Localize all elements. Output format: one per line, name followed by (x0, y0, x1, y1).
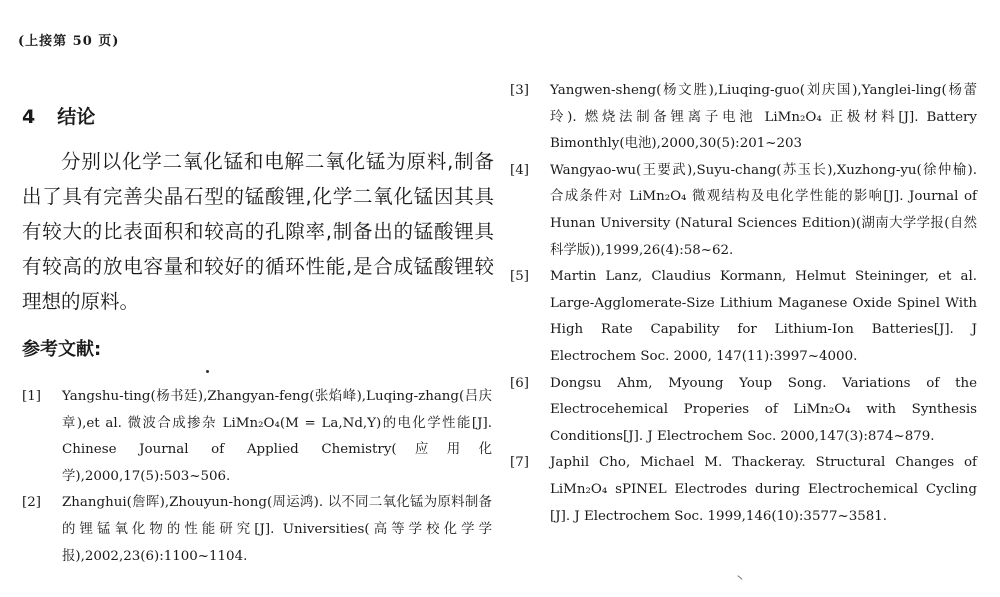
reference-label: [1] (22, 389, 41, 404)
reference-text: Zhanghui(詹晖),Zhouyun-hong(周运鸿). 以不同二氧化锰为原料制备的锂锰氧化物的性能研究[J]. Universities(高等学校化学学报),2002,23(6):1100~1104. (62, 495, 492, 564)
section-number: 4 (22, 106, 36, 128)
reference-list-left (22, 384, 492, 570)
section-title: 结论 (57, 106, 96, 128)
reference-text: Japhil Cho, Michael M. Thackeray. Structural Changes of LiMn₂O₄ sPINEL Electrodes during Electrochemical Cycling [J]. J Electrochem Soc. 1999,146(10):3577~3581. (550, 455, 977, 524)
reference-item (22, 490, 492, 570)
continued-from-note: (上接第 50 页) (18, 34, 120, 49)
reference-label: [4] (510, 162, 529, 178)
reference-text: Yangwen-sheng(杨文胜),Liuqing-guo(刘庆国),Yanglei-ling(杨蕾玲). 燃烧法制备锂离子电池 LiMn₂O₄ 正极材料[J]. Battery Bimonthly(电池),2000,30(5):201~203 (550, 83, 977, 152)
reference-text: Wangyao-wu(王要武),Suyu-chang(苏玉长),Xuzhong-yu(徐仲榆). 合成条件对 LiMn₂O₄ 微观结构及电化学性能的影响[J]. Journal of Hunan University (Natural Sciences Edition)(湖南大学学报(自然科学版)),1999,26(4):58~62. (550, 162, 977, 258)
reference-item (510, 371, 977, 451)
reference-item (510, 158, 977, 264)
references-heading: 参考文献: (22, 339, 102, 360)
reference-label: [7] (510, 455, 529, 471)
reference-text: Yangshu-ting(杨书廷),Zhangyan-feng(张焰峰),Luqing-zhang(吕庆章),et al. 微波合成掺杂 LiMn₂O₄(M = La,Nd,Y)的电化学性能[J]. Chinese Journal of Applied Chemistry(应用化学),2000,17(5):503~506. (62, 389, 492, 484)
reference-item (22, 384, 492, 490)
reference-label: [2] (22, 495, 41, 511)
reference-text: Martin Lanz, Claudius Kormann, Helmut Steininger, et al. Large-Agglomerate-Size Lithium Maganese Oxide Spinel With High Rate Capability for Lithium-Ion Batteries[J]. J Electrochem Soc. 2000, 147(11):3997~4000. (550, 269, 977, 364)
section-heading (22, 102, 95, 129)
reference-label: [6] (510, 375, 529, 391)
reference-text: Dongsu Ahm, Myoung Youp Song. Variations of the Electrocehemical Properies of LiMn₂O₄ with Synthesis Conditions[J]. J Electrochem Soc. 2000,147(3):874~879. (550, 375, 977, 444)
reference-list-right (510, 78, 977, 530)
reference-item (510, 450, 977, 530)
stray-mark (737, 575, 742, 580)
conclusion-paragraph: 分别以化学二氧化锰和电解二氧化锰为原料,制备出了具有完善尖晶石型的锰酸锂,化学二氧化锰因其具有较大的比表面积和较高的孔隙率,制备出的锰酸锂具有较高的放电容量和较好的循环性能,是合成锰酸锂较理想的原料。 (22, 150, 494, 313)
reference-item (510, 78, 977, 158)
stray-dot (206, 370, 209, 373)
reference-item (510, 264, 977, 370)
reference-label: [3] (510, 83, 529, 98)
reference-label: [5] (510, 269, 529, 285)
